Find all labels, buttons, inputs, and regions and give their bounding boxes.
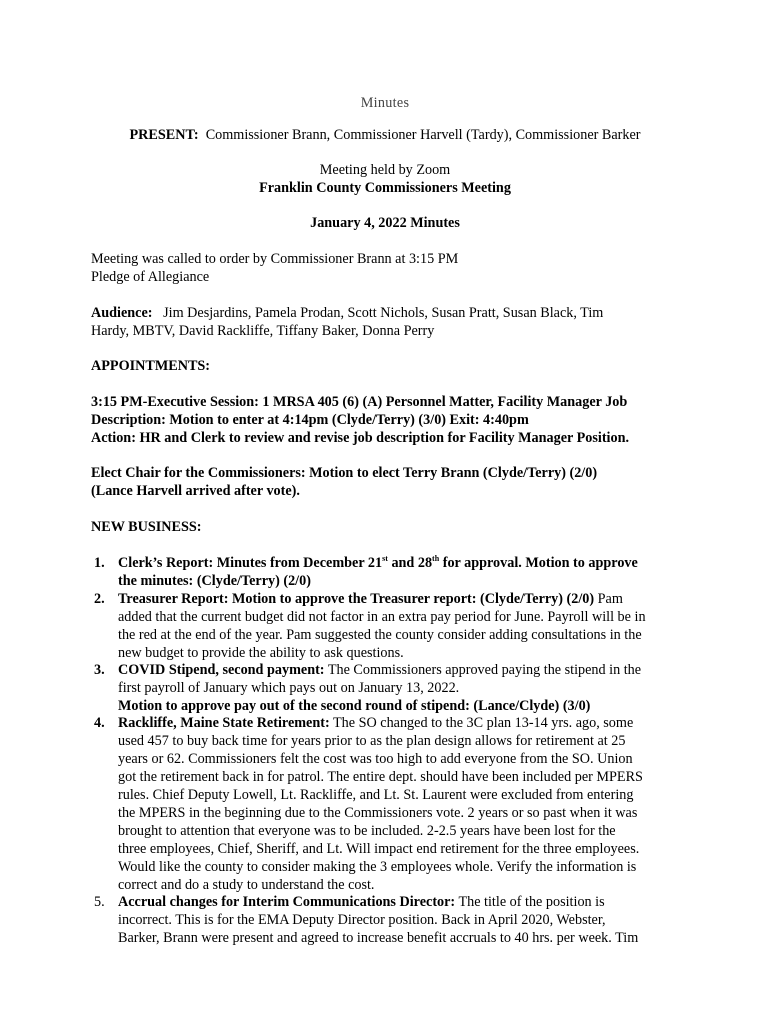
executive-session-line-3: Action: HR and Clerk to review and revise job description for Facility Manager Position. bbox=[91, 430, 630, 446]
item-5-text: Accrual changes for Interim Communications Director: The title of the position is incorrect. This is for the EMA Deputy Director position. Back in April 2020, Webster, Barker, Brann were present and agreed to increase benefit accruals to 40 hrs. per week. Tim bbox=[118, 894, 639, 946]
audience-names-1: Jim Desjardins, Pamela Prodan, Scott Nichols, Susan Pratt, Susan Black, Tim bbox=[163, 305, 604, 321]
present-label: PRESENT: bbox=[129, 127, 199, 143]
present-line bbox=[0, 126, 770, 144]
elect-chair-line-2: (Lance Harvell arrived after vote). bbox=[91, 483, 300, 499]
audience-line-2: Hardy, MBTV, David Rackliffe, Tiffany Baker, Donna Perry bbox=[91, 323, 435, 339]
appointments-heading: APPOINTMENTS: bbox=[91, 358, 211, 374]
pledge: Pledge of Allegiance bbox=[91, 269, 210, 285]
elect-chair-line-1: Elect Chair for the Commissioners: Motion to elect Terry Brann (Clyde/Terry) (2/0) bbox=[91, 465, 598, 481]
item-1-text: Clerk’s Report: Minutes from December 21st and 28th for approval. Motion to approve the minutes: (Clyde/Terry) (2/0) bbox=[118, 554, 638, 589]
item-4-number: 4. bbox=[94, 715, 105, 731]
meeting-mode: Meeting held by Zoom bbox=[319, 162, 451, 178]
meeting-date: January 4, 2022 Minutes bbox=[310, 215, 460, 231]
audience-line-1 bbox=[91, 304, 603, 322]
item-5-number: 5. bbox=[94, 894, 105, 910]
item-4-text: Rackliffe, Maine State Retirement: The SO changed to the 3C plan 13-14 yrs. ago, some used 457 to buy back time for years prior to as the plan design allows for retirement at 25 years or 62. Commissioners felt the cost was too high to add everyone from the SO. Union got the retirement back in for patrol. The entire dept. should have been included per MPERS rules. Chief Deputy Lowell, Lt. Rackliffe, and Lt. St. Laurent were excluded from entering the MPERS in the beginning due to the Commissioners vote. 2 years or so past when it was brought to attention that everyone was to be included. 2-2.5 years have been lost for the three employees, Chief, Sheriff, and Lt. Will impact end retirement for the three employees. Would like the county to consider making the 3 employees whole. Verify the information is correct and do a study to understand the cost. bbox=[118, 715, 643, 893]
item-1-number: 1. bbox=[94, 555, 105, 571]
audience-label: Audience: bbox=[91, 305, 153, 321]
new-business-heading: NEW BUSINESS: bbox=[91, 519, 202, 535]
meeting-name: Franklin County Commissioners Meeting bbox=[259, 180, 511, 196]
item-3-number: 3. bbox=[94, 662, 105, 678]
item-3-text: COVID Stipend, second payment: The Commissioners approved paying the stipend in the first payroll of January which pays out on January 13, 2022. Motion to approve pay out of the second round of stipend: (Lance/Clyde) (3/0) bbox=[118, 662, 642, 714]
item-2-text: Treasurer Report: Motion to approve the Treasurer report: (Clyde/Terry) (2/0) Pam added that the current budget did not factor in an extra pay period for June. Payroll will be in the red at the end of the year. Pam suggested the county consider adding consultations in the new budget to provide the ability to ask questions. bbox=[118, 591, 646, 661]
executive-session-line-2: Description: Motion to enter at 4:14pm (Clyde/Terry) (3/0) Exit: 4:40pm bbox=[91, 412, 529, 428]
document-title: Minutes bbox=[360, 95, 410, 111]
called-to-order: Meeting was called to order by Commissioner Brann at 3:15 PM bbox=[91, 251, 459, 267]
present-text: Commissioner Brann, Commissioner Harvell (Tardy), Commissioner Barker bbox=[205, 127, 641, 143]
executive-session-line-1: 3:15 PM-Executive Session: 1 MRSA 405 (6) (A) Personnel Matter, Facility Manager Job bbox=[91, 394, 628, 410]
item-2-number: 2. bbox=[94, 591, 105, 607]
